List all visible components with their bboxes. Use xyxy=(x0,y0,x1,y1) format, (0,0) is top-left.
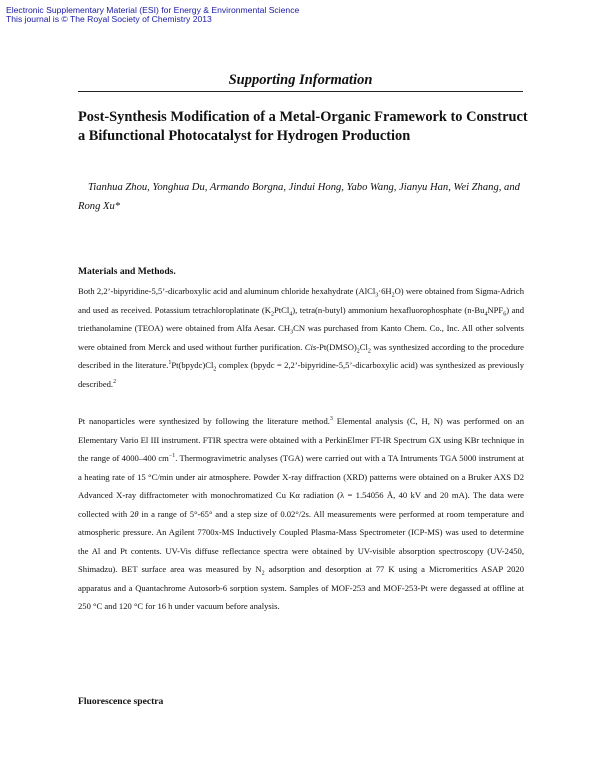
materials-methods-heading: Materials and Methods. xyxy=(78,266,176,277)
title-divider xyxy=(78,91,523,92)
paper-title: Post-Synthesis Modification of a Metal-Organic Framework to Construct a Bifunctional Photocatalyst for Hydrogen Production xyxy=(78,109,528,144)
journal-note-line-1: Electronic Supplementary Material (ESI) for Energy & Environmental Science xyxy=(6,5,300,15)
instrumentation-paragraph: Pt nanoparticles were synthesized by following the literature method.$^3$ Elemental analysis (C, H, N) was performed on an Elementary Vario El III instrument. FTIR spectra were obtained with a PerkinElmer FT-IR Spectrum GX using KBr technique in the range of 4000–400 $cm^{-1}$. Thermogravimetric analyses (TGA) were carried out with a TA Intruments TGA 5000 instrument at a heating rate of 15 °C/min under air atmosphere. Powder X-ray diffraction (XRD) patterns were obtained on a Bruker AXS D2 Advanced X-ray diffractometer with monochromatized Cu Kα radiation (λ = 1.54056 Å, 40 kV and 20 mA). The data were collected with 2θ in a range of 5°-65° and a step size of 0.02°/2s. All measurements were performed at room temperature and atmospheric pressure. An Agilent 7700x-MS Inductively Coupled Plasma-Mass Spectrometer (ICP-MS) was used to determine the Al and Pt contents. UV-Vis diffuse reflectance spectra were obtained by UV-visible absorption spectroscopy (UV-2450, Shimadzu). BET surface area was measured by $N_2$ adsorption and desorption at 77 K using a Micromeritics ASAP 2020 apparatus and a Quantachrome Autosorb-6 sorption system. Samples of MOF-253 and MOF-253-Pt were degassed at offline at 250 °C and 120 °C for 16 h under vacuum before analysis. xyxy=(78,416,525,611)
author-list: Tianhua Zhou, Yonghua Du, Armando Borgna, Jindui Hong, Yabo Wang, Jianyu Han, Wei Zhang, and Rong Xu* xyxy=(78,182,520,212)
materials-paragraph: Both 2,2’-bipyridine-5,5’-dicarboxylic acid and aluminum chloride hexahydrate $(AlCl_3\cdot 6H_2O)$ were obtained from Sigma-Adrich and used as received. Potassium tetrachloroplatinate $(K_2PtCl_4)$, tetra(n-butyl) ammonium hexafluorophosphate $(n-Bu_4NPF_6)$ and triethanolamine (TEOA) were obtained from Alfa Aesar. $CH_3CN$ was purchased from Kanto Chem. Co., Inc. All other solvents were obtained from Merck and used without further purification. Cis-$Pt(DMSO)_2Cl_2$ was synthesized according to the procedure described in the $literature.^1Pt(bpydc)Cl_2$ complex (bpydc = 2,2’-bipyridine-5,5’-dicarboxylic acid) was synthesized as previously described.$^2$ xyxy=(78,286,525,389)
journal-note-line-2: This journal is © The Royal Society of Chemistry 2013 xyxy=(6,14,212,24)
section-title: Supporting Information xyxy=(228,72,373,88)
fluorescence-spectra-heading: Fluorescence spectra xyxy=(78,696,164,707)
